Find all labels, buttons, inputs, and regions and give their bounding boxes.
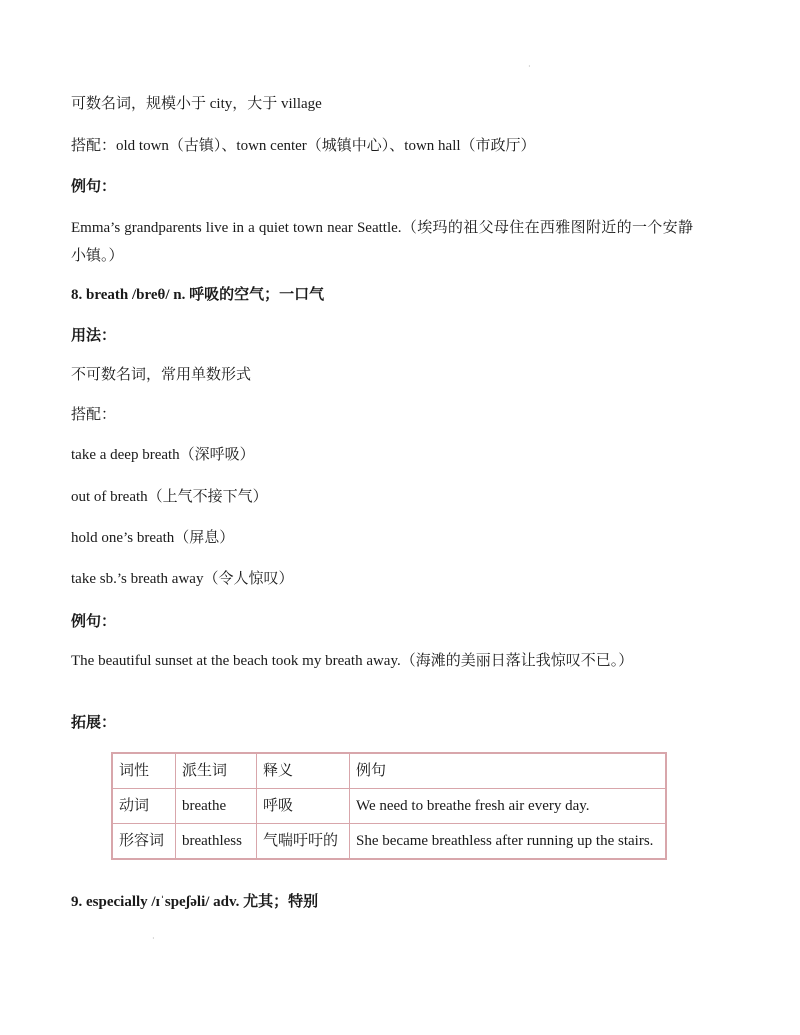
- speck-mark: ·: [152, 934, 155, 943]
- example-sentence: Emma’s grandparents live in a quiet town near Seattle.（埃玛的祖父母住在西雅图附近的一个安静小镇。）: [71, 220, 693, 264]
- table-row: [112, 824, 666, 860]
- table-cell: She became breathless after running up the stairs.: [350, 824, 667, 860]
- table-header-cell: 词性: [112, 753, 176, 789]
- table-row: [112, 789, 666, 824]
- definition-line: 可数名词，规模小于 city，大于 village: [71, 96, 322, 112]
- table-header-cell: 释义: [257, 753, 350, 789]
- usage-heading: 用法：: [71, 328, 117, 344]
- extension-heading: 拓展：: [71, 715, 117, 731]
- table-cell: 呼吸: [257, 789, 350, 824]
- collocation-heading: 搭配：: [71, 407, 117, 423]
- collocation-item: out of breath（上气不接下气）: [71, 489, 268, 505]
- collocation-item: hold one’s breath（屏息）: [71, 530, 235, 546]
- collocation-line: 搭配：old town（古镇）、town center（城镇中心）、town hall（市政厅）: [71, 138, 536, 154]
- table-cell: We need to breathe fresh air every day.: [350, 789, 667, 824]
- table-header-cell: 例句: [350, 753, 667, 789]
- entry-heading-especially: 9. especially /ɪˈspeʃəli/ adv. 尤其；特别: [71, 894, 319, 910]
- speck-mark: ·: [528, 62, 531, 71]
- example-heading: 例句：: [71, 614, 117, 630]
- collocation-item: take a deep breath（深呼吸）: [71, 447, 255, 463]
- derivation-table: [111, 752, 667, 860]
- collocation-item: take sb.’s breath away（令人惊叹）: [71, 571, 294, 587]
- table-header-row: [112, 753, 666, 789]
- table-cell: breathe: [176, 789, 257, 824]
- table-cell: 动词: [112, 789, 176, 824]
- example-heading: 例句：: [71, 179, 117, 195]
- entry-heading-breath: 8. breath /breθ/ n. 呼吸的空气；一口气: [71, 287, 325, 303]
- usage-text: 不可数名词，常用单数形式: [71, 367, 252, 383]
- table-cell: breathless: [176, 824, 257, 860]
- table-cell: 形容词: [112, 824, 176, 860]
- example-sentence: The beautiful sunset at the beach took my breath away.（海滩的美丽日落让我惊叹不已。）: [71, 653, 634, 669]
- table-cell: 气喘吁吁的: [257, 824, 350, 860]
- table-header-cell: 派生词: [176, 753, 257, 789]
